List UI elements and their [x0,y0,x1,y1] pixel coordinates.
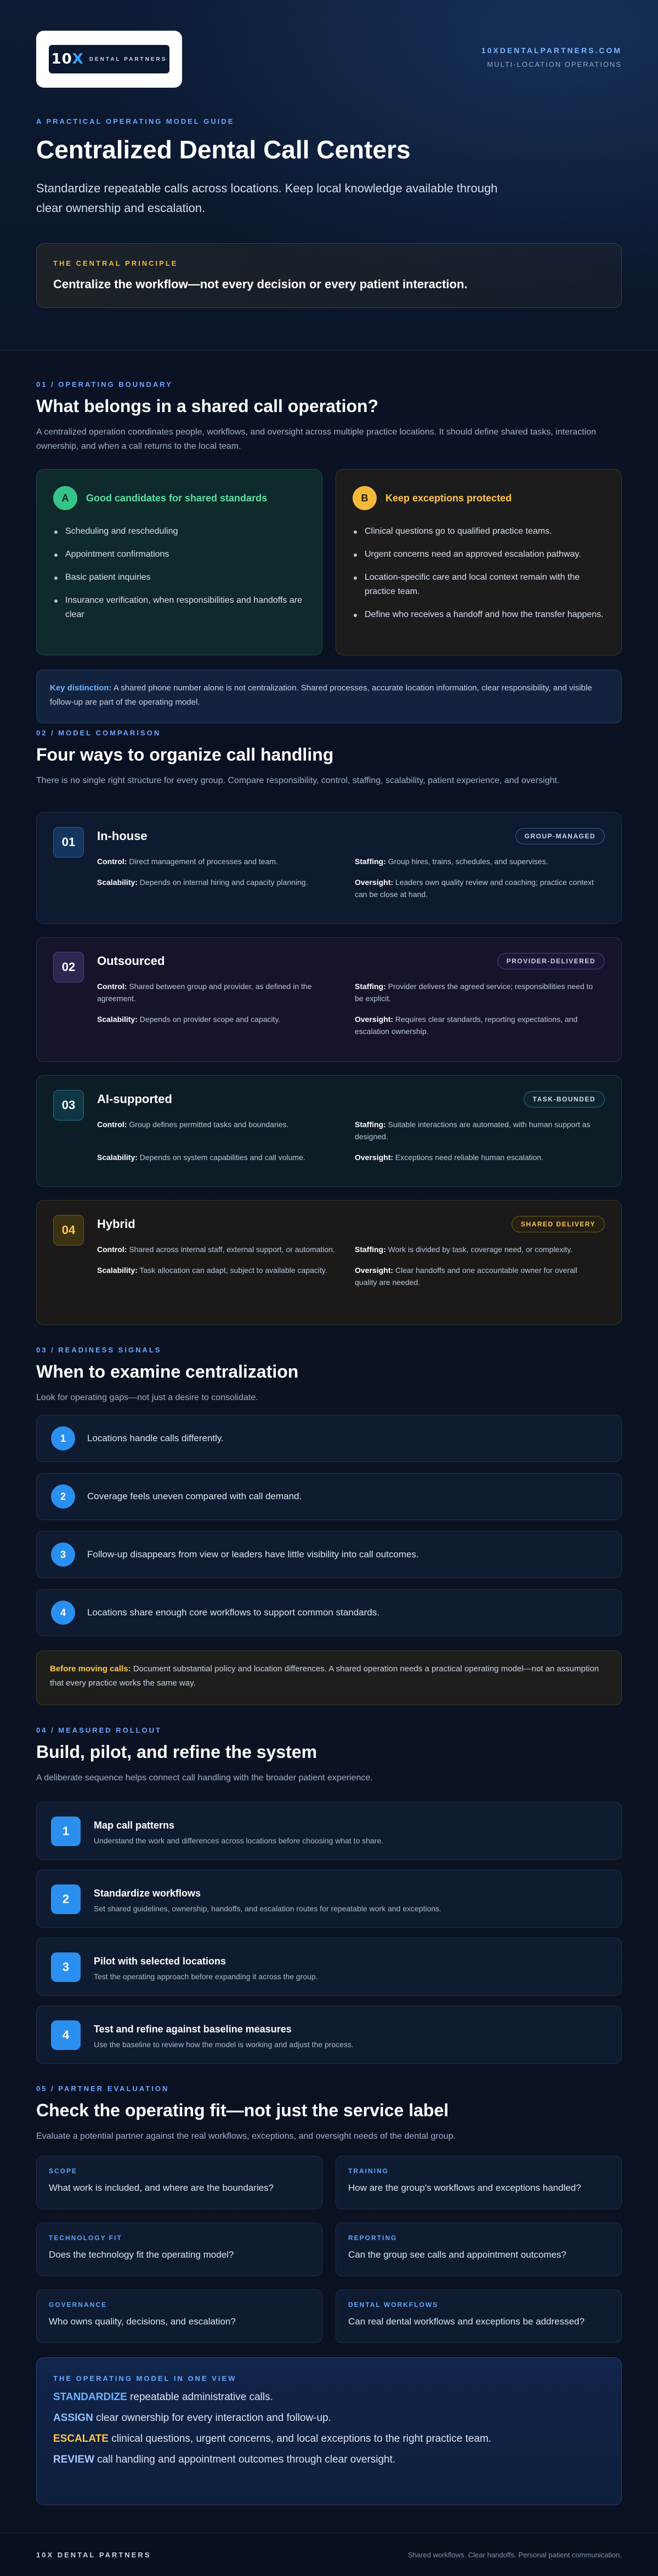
section-model-comparison [36,729,622,1287]
criteria-card-scope [36,2156,322,2209]
section-intro: Evaluate a potential partner against the real workflows, exceptions, and oversight needs of the dental group. [36,2132,456,2141]
footer-brand: 10X DENTAL PARTNERS [36,2550,151,2559]
list-item: Insurance verification, when responsibilities and handoffs are clear [53,593,305,622]
model-tag: GROUP-MANAGED [515,828,605,844]
logo-inner [49,45,169,73]
section-eyebrow: 04 / MEASURED ROLLOUT [36,1726,162,1734]
oversight-detail: Oversight: Clear handoffs and one accountable owner for overall quality are needed. [355,1266,577,1287]
control-detail: Control: Direct management of processes and team. [97,857,278,866]
hero-eyebrow: A PRACTICAL OPERATING MODEL GUIDE [36,117,235,125]
section-readiness-signals [36,1346,622,1686]
readiness-text: Follow-up disappears from view or leaders have little visibility into call outcomes. [87,1549,419,1560]
section-operating-boundary [36,380,622,723]
before-moving-note [36,1650,622,1705]
principle-callout [36,243,622,308]
exceptions-list [353,524,605,622]
note-label: Key distinction: [50,683,112,693]
readiness-number: 4 [51,1601,75,1625]
section-intro: Look for operating gaps—not just a desire to consolidate. [36,1393,258,1402]
step-desc: Use the baseline to review how the model is working and adjust the process. [94,2040,354,2049]
oversight-detail: Oversight: Requires clear standards, reporting expectations, and escalation ownership. [355,1015,578,1036]
model-tag: TASK-BOUNDED [524,1091,605,1107]
model-details [97,980,607,1037]
brand-tagline: MULTI-LOCATION OPERATIONS [487,60,622,68]
shared-standards-list [53,524,305,622]
readiness-number: 1 [51,1426,75,1450]
note-text: Document substantial policy and location differences. A shared operation needs a practical operating model—not an assumption that every practice works the same way. [50,1664,599,1688]
criteria-label: TRAINING [348,2167,389,2175]
model-card-outsourced [36,937,622,1062]
principle-label: THE CENTRAL PRINCIPLE [53,259,178,267]
section-intro: A deliberate sequence helps connect call handling with the broader patient experience. [36,1773,373,1783]
card-header [53,486,305,510]
section-title: When to examine centralization [36,1362,299,1381]
model-title: In-house [97,829,148,843]
model-number: 04 [53,1215,84,1246]
criteria-question: Who owns quality, decisions, and escalation? [49,2316,236,2327]
step-number: 1 [51,1817,81,1846]
control-detail: Control: Group defines permitted tasks and boundaries. [97,1120,289,1129]
brand-info [481,46,622,68]
section-measured-rollout [36,1726,622,2066]
logo-mark: 10X [51,51,84,67]
step-number: 3 [51,1952,81,1982]
boundary-columns [36,469,622,655]
model-details [97,1243,607,1288]
section-title: Build, pilot, and refine the system [36,1742,317,1762]
staffing-detail: Staffing: Group hires, trains, schedules, and supervises. [355,857,548,866]
list-item: Urgent concerns need an approved escalation pathway. [353,547,605,562]
footer-tagline: Shared workflows. Clear handoffs. Personal patient communication. [408,2550,622,2559]
criteria-question: Does the technology fit the operating model? [49,2249,234,2260]
step-title: Test and refine against baseline measures [94,2024,292,2035]
section-intro: There is no single right structure for every group. Compare responsibility, control, staffing, scalability, patient experience, and oversight. [36,776,560,785]
criteria-label: TECHNOLOGY FIT [49,2234,122,2242]
page-footer [0,2533,658,2576]
section-title: Check the operating fit—not just the service label [36,2100,449,2120]
criteria-label: REPORTING [348,2234,398,2242]
card-title: Good candidates for shared standards [86,492,268,504]
model-number: 03 [53,1090,84,1121]
rollout-step [36,2006,622,2064]
card-header [353,486,605,510]
readiness-item [36,1473,622,1520]
summary-line: STANDARDIZE repeatable administrative calls. [53,2391,273,2403]
model-tag: SHARED DELIVERY [512,1216,605,1232]
page-title: Centralized Dental Call Centers [36,135,411,164]
readiness-text: Coverage feels uneven compared with call demand. [87,1491,302,1501]
step-number: 4 [51,2020,81,2050]
summary-label: THE OPERATING MODEL IN ONE VIEW [53,2374,237,2383]
section-eyebrow: 01 / OPERATING BOUNDARY [36,380,173,389]
operating-model-summary [36,2357,622,2505]
staffing-detail: Staffing: Work is divided by task, coverage need, or complexity. [355,1245,573,1254]
principle-text: Centralize the workflow—not every decision or every patient interaction. [53,277,468,291]
criteria-label: SCOPE [49,2167,78,2175]
readiness-item [36,1415,622,1462]
model-card-ai-supported [36,1075,622,1187]
list-item: Location-specific care and local context remain with the practice team. [353,570,605,599]
model-number: 01 [53,827,84,858]
section-eyebrow: 02 / MODEL COMPARISON [36,729,161,737]
readiness-item [36,1589,622,1636]
step-number: 2 [51,1884,81,1914]
model-details [97,1118,607,1163]
section-eyebrow: 03 / READINESS SIGNALS [36,1346,162,1354]
section-title: Four ways to organize call handling [36,745,334,764]
card-title: Keep exceptions protected [385,492,512,504]
criteria-card-technology [36,2223,322,2276]
list-item: Basic patient inquiries [53,570,305,585]
model-title: Outsourced [97,954,165,968]
criteria-card-training [336,2156,622,2209]
section-intro: A centralized operation coordinates people, workflows, and oversight across multiple practice locations. It should define shared tasks, interaction ownership, and when a call returns to the local team. [36,427,596,451]
criteria-question: What work is included, and where are the boundaries? [49,2183,274,2193]
model-tag: PROVIDER-DELIVERED [497,953,605,969]
list-item: Define who receives a handoff and how the transfer happens. [353,608,605,622]
scalability-detail: Scalability: Task allocation can adapt, subject to available capacity. [97,1266,327,1275]
list-item: Appointment confirmations [53,547,305,562]
step-title: Standardize workflows [94,1888,201,1899]
badge-a: A [53,486,77,510]
oversight-detail: Oversight: Exceptions need reliable human escalation. [355,1153,543,1162]
model-title: AI-supported [97,1092,172,1106]
step-desc: Test the operating approach before expanding it across the group. [94,1972,318,1981]
model-number: 02 [53,952,84,983]
step-desc: Set shared guidelines, ownership, handoffs, and escalation routes for repeatable work and exceptions. [94,1904,442,1913]
section-partner-evaluation [36,2084,622,2512]
staffing-detail: Staffing: Suitable interactions are automated, with human support as designed. [355,1120,591,1141]
summary-line: REVIEW call handling and appointment outcomes through clear oversight. [53,2454,396,2465]
model-card-in-house [36,812,622,924]
exceptions-card [336,469,622,655]
criteria-question: How are the group's workflows and exceptions handled? [348,2183,581,2193]
readiness-text: Locations share enough core workflows to support common standards. [87,1607,379,1618]
readiness-number: 3 [51,1543,75,1567]
logo[interactable] [36,31,182,88]
staffing-detail: Staffing: Provider delivers the agreed service; responsibilities need to be explicit. [355,982,593,1003]
criteria-card-governance [36,2289,322,2343]
summary-line: ASSIGN clear ownership for every interaction and follow-up. [53,2412,331,2424]
step-desc: Understand the work and differences across locations before choosing what to share. [94,1836,384,1845]
list-item: Scheduling and rescheduling [53,524,305,539]
section-title: What belongs in a shared call operation? [36,396,379,416]
model-title: Hybrid [97,1217,135,1231]
readiness-number: 2 [51,1484,75,1509]
criteria-label: DENTAL WORKFLOWS [348,2301,439,2309]
key-distinction-note [36,670,622,723]
badge-b: B [353,486,377,510]
criteria-question: Can the group see calls and appointment outcomes? [348,2249,566,2260]
partner-criteria-grid [36,2156,622,2343]
readiness-item [36,1531,622,1578]
criteria-card-dental-workflows [336,2289,622,2343]
hero-lede: Standardize repeatable calls across locations. Keep local knowledge available through clear ownership and escalation. [36,181,498,215]
note-text: A shared phone number alone is not centralization. Shared processes, accurate location information, clear responsibility, and visible follow-up are part of the operating model. [50,683,592,707]
shared-standards-card [36,469,322,655]
control-detail: Control: Shared between group and provider, as defined in the agreement. [97,982,312,1003]
step-title: Map call patterns [94,1820,175,1831]
model-details [97,855,607,900]
section-eyebrow: 05 / PARTNER EVALUATION [36,2084,169,2093]
criteria-label: GOVERNANCE [49,2301,107,2309]
scalability-detail: Scalability: Depends on internal hiring and capacity planning. [97,878,308,887]
model-card-hybrid [36,1200,622,1325]
site-link[interactable]: 10XDENTALPARTNERS.COM [481,46,622,55]
summary-line: ESCALATE clinical questions, urgent concerns, and local exceptions to the right practice team. [53,2433,492,2444]
readiness-text: Locations handle calls differently. [87,1433,224,1443]
rollout-step [36,1938,622,1996]
oversight-detail: Oversight: Leaders own quality review and coaching; practice context can be close at hand. [355,878,594,899]
step-title: Pilot with selected locations [94,1956,226,1967]
scalability-detail: Scalability: Depends on provider scope and capacity. [97,1015,281,1024]
criteria-card-reporting [336,2223,622,2276]
rollout-step [36,1870,622,1928]
control-detail: Control: Shared across internal staff, external support, or automation. [97,1245,335,1254]
hero-header [0,0,658,351]
rollout-step [36,1802,622,1860]
note-label: Before moving calls: [50,1664,131,1673]
logo-text: DENTAL PARTNERS [89,56,167,62]
list-item: Clinical questions go to qualified practice teams. [353,524,605,539]
criteria-question: Can real dental workflows and exceptions be addressed? [348,2316,585,2327]
scalability-detail: Scalability: Depends on system capabilities and call volume. [97,1153,305,1162]
